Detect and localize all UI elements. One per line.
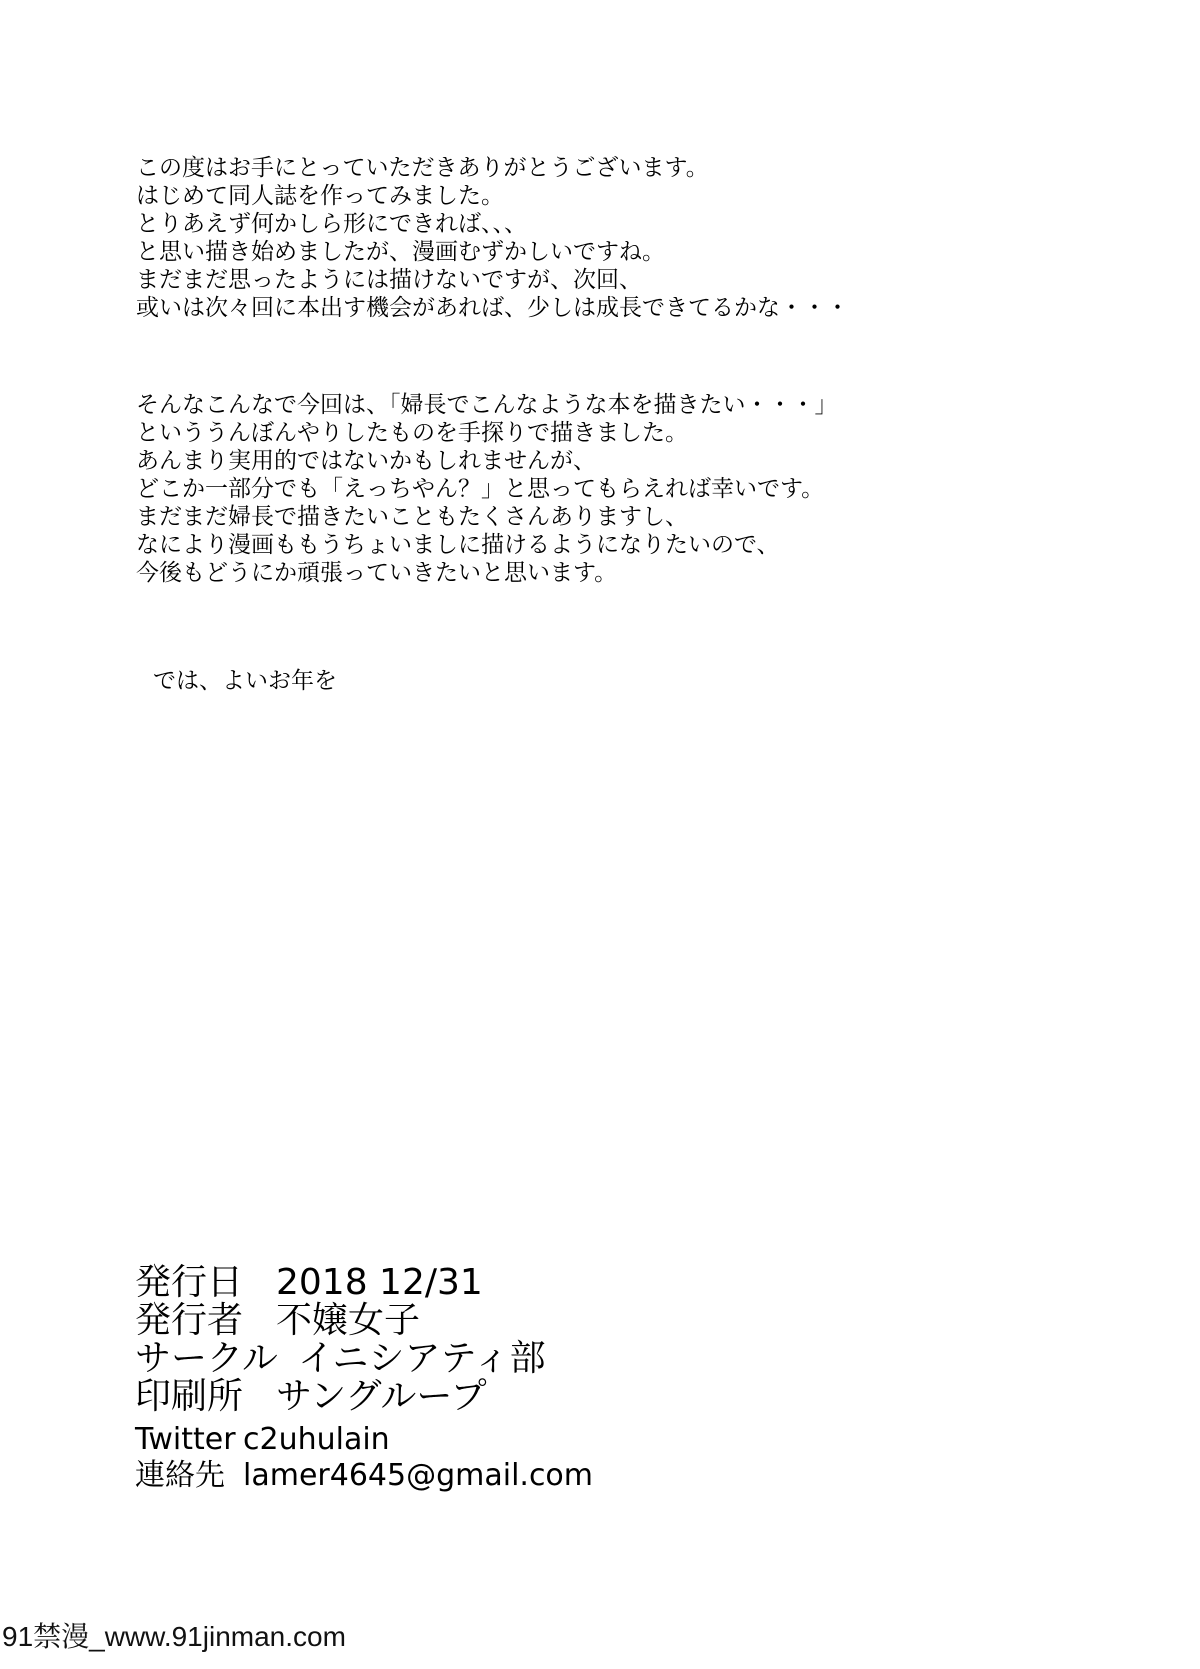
text-line: そんなこんなで今回は、「婦長でこんなような本を描きたい・・・」 [136, 392, 838, 418]
text-line: とりあえず何かしら形にできれば、、、 [136, 211, 527, 237]
twitter-handle: c2uhulain [243, 1422, 390, 1457]
contact-label: 連絡先 [135, 1458, 225, 1493]
colophon [135, 1264, 593, 1494]
text-line: あんまり実用的ではないかもしれませんが、 [136, 448, 596, 474]
publisher-label: 発行者 [135, 1300, 244, 1341]
printer-value: サングループ [276, 1376, 487, 1417]
afterword-paragraph-2 [136, 391, 1136, 587]
twitter-label: Twitter [135, 1422, 236, 1457]
text-line: と思い描き始めましたが、漫画むずかしいですね。 [136, 239, 665, 265]
circle-label: サークル [135, 1338, 278, 1379]
publisher-row [135, 1302, 593, 1340]
twitter-row [135, 1422, 593, 1458]
text-line: まだまだ婦長で描きたいこともたくさんありますし、 [136, 504, 688, 530]
publisher-value: 不嬢女子 [276, 1300, 421, 1341]
printer-label: 印刷所 [135, 1376, 244, 1417]
contact-row [135, 1458, 593, 1494]
text-line: まだまだ思ったようには描けないですが、次回、 [136, 267, 642, 293]
printer-row [135, 1378, 593, 1416]
text-line: 或いは次々回に本出す機会があれば、少しは成長できてるかな・・・ [136, 295, 849, 321]
text-line: この度はお手にとっていただきありがとうございます。 [136, 155, 709, 181]
text-line: といううんぼんやりしたものを手探りで描きました。 [136, 420, 688, 446]
issue-date-label: 発行日 [135, 1262, 244, 1303]
issue-date-row [135, 1264, 593, 1302]
site-watermark: 91禁漫_www.91jinman.com [2, 1621, 346, 1652]
circle-value: イニシアティ部 [298, 1338, 546, 1379]
afterword-paragraph-1 [136, 154, 1136, 322]
contact-email: lamer4645@gmail.com [243, 1458, 594, 1493]
circle-row [135, 1340, 593, 1378]
text-line: はじめて同人誌を作ってみました。 [136, 183, 504, 209]
text-line: なにより漫画ももうちょいましに描けるようになりたいので、 [136, 532, 780, 558]
text-line: 今後もどうにか頑張っていきたいと思います。 [136, 560, 618, 586]
closing-greeting: では、よいお年を [153, 668, 337, 694]
issue-date-value: 2018 12/31 [276, 1262, 483, 1303]
text-line: どこか一部分でも「えっちやん？」と思ってもらえれば幸いです。 [136, 476, 825, 502]
